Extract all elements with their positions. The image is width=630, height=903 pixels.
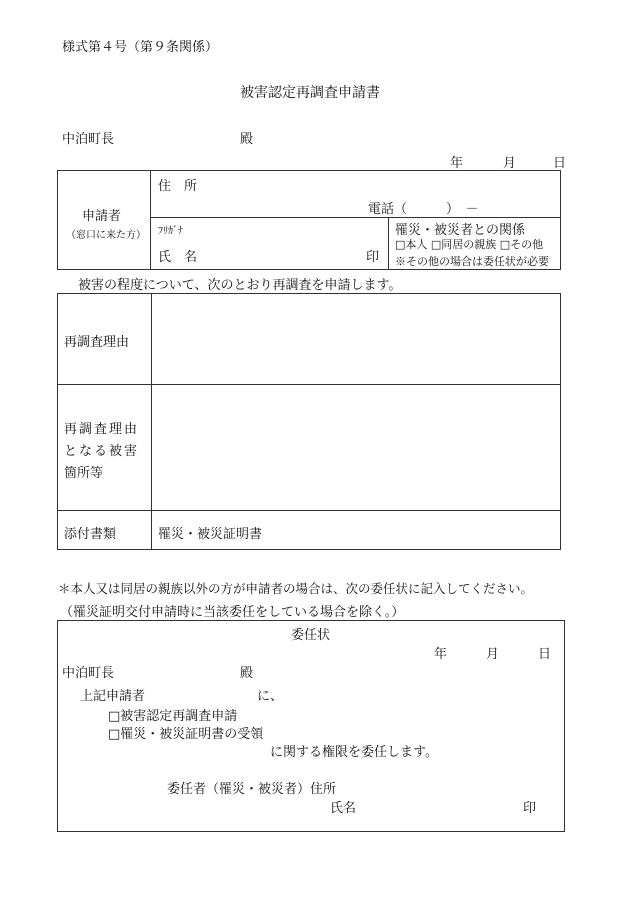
relation-divider: [388, 217, 389, 270]
applicant-sub-label: （窓口に来た方）: [66, 230, 146, 241]
applicant-divider: [150, 170, 151, 270]
furigana-label: ﾌﾘｶﾞﾅ: [158, 226, 183, 237]
applicant-label: 申請者: [82, 209, 122, 224]
proxy-date-year: 年: [434, 647, 448, 662]
date-month: 月: [503, 156, 517, 171]
proxy-seal: 印: [523, 801, 537, 816]
reason-row-divider-1: [57, 384, 561, 385]
proxy-title: 委任状: [291, 628, 331, 643]
form-number: 様式第４号（第９条関係）: [62, 40, 219, 55]
address-row-divider: [150, 217, 561, 218]
proxy-applicant-suffix: に、: [257, 689, 284, 704]
damage-label-line-2: となる被害: [64, 444, 140, 459]
proxy-delegator-name: 氏名: [330, 801, 357, 816]
attachment-value: 罹災・被災証明書: [158, 527, 263, 542]
damage-label-line-1: 再調査理由: [64, 422, 140, 437]
addressee-town: 中泊町長: [62, 132, 115, 147]
proxy-option-reinvestigation: □被害認定再調査申請: [108, 709, 238, 724]
proxy-town: 中泊町長: [62, 666, 115, 681]
proxy-note-1: ＊本人又は同居の親族以外の方が申請者の場合は、次の委任状に記入してください。: [58, 581, 534, 596]
relation-note: ※その他の場合は委任状が必要: [395, 255, 549, 268]
relation-title: 罹災・被災者との関係: [395, 223, 526, 238]
proxy-honorific: 殿: [240, 666, 254, 681]
proxy-date-day: 日: [538, 647, 552, 662]
seal-mark: 印: [366, 250, 380, 265]
proxy-applicant-prefix: 上記申請者: [80, 689, 146, 704]
date-day: 日: [553, 156, 567, 171]
name-label: 氏 名: [158, 250, 198, 265]
proxy-delegator-address: 委任者（罹災・被災者）住所: [167, 782, 337, 797]
reason-divider: [151, 293, 152, 550]
proxy-date-month: 月: [486, 647, 500, 662]
address-label: 住 所: [158, 179, 198, 194]
attachment-label: 添付書類: [64, 527, 117, 542]
proxy-note-2: （罹災証明交付申請時に当該委任をしている場合を除く。）: [60, 605, 405, 620]
proxy-option-certificate: □罹災・被災証明書の受領: [108, 727, 264, 742]
damage-label-line-3: 箇所等: [64, 466, 104, 481]
phone-label: 電話（ ） －: [368, 202, 479, 217]
reason-row-divider-2: [57, 510, 561, 511]
date-year: 年: [450, 156, 464, 171]
proxy-delegation: に関する権限を委任します。: [270, 745, 438, 760]
addressee-honorific: 殿: [240, 132, 254, 147]
relation-options: □本人 □同居の親族 □その他: [395, 238, 544, 251]
page-title: 被害認定再調査申請書: [240, 85, 380, 101]
reason-label: 再調査理由: [64, 335, 130, 350]
request-sentence: 被害の程度について、次のとおり再調査を申請します。: [78, 278, 402, 293]
